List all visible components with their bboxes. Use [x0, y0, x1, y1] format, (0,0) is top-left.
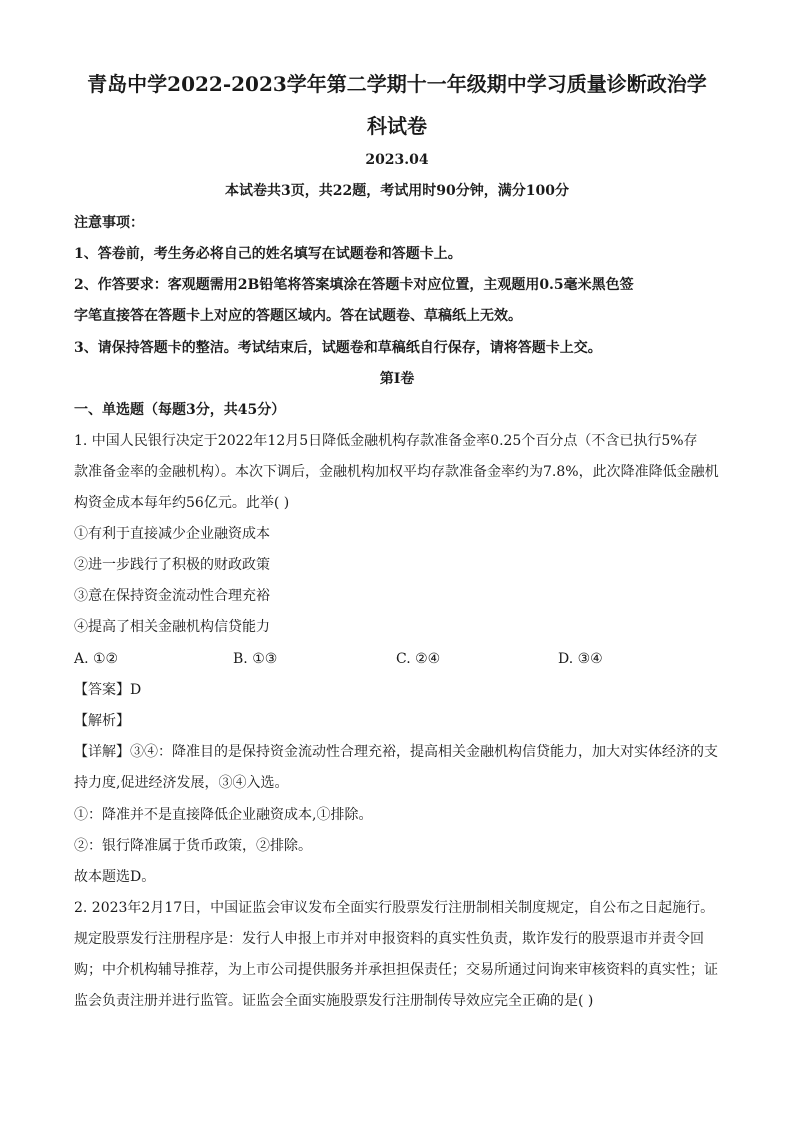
q1-detail-line2: 持力度,促进经济发展，③④入选。	[74, 775, 289, 791]
q1-statement-1: ①有利于直接减少企业融资成本	[74, 526, 270, 542]
q1-reason-2: ②：银行降准属于货币政策，②排除。	[74, 838, 312, 854]
q1-answer: 【答案】D	[74, 682, 142, 698]
section-heading: 一、单选题（每题3分，共45分）	[74, 402, 286, 418]
q2-stem-line4: 监会负责注册并进行监管。证监会全面实施股票发行注册制传导效应完全正确的是( )	[74, 993, 594, 1009]
exam-title-line2: 科试卷	[367, 114, 427, 138]
exam-date: 2023.04	[365, 152, 429, 168]
q1-statement-2: ②进一步践行了积极的财政政策	[74, 557, 270, 573]
q1-stem-line3: 构资金成本每年约56亿元。此举( )	[74, 495, 290, 511]
q2-stem-line3: 购；中介机构辅导推荐，为上市公司提供服务并承担担保责任；交易所通过问询来审核资料的真实性；证	[74, 962, 718, 978]
q1-option-c: C. ②④	[396, 651, 441, 667]
q2-stem-line1: 2. 2023年2月17日，中国证监会审议发布全面实行股票发行注册制相关制度规定，自公布之日起施行。	[74, 900, 715, 916]
q2-stem-line2: 规定股票发行注册程序是：发行人申报上市并对申报资料的真实性负责，欺诈发行的股票退市并责令回	[74, 931, 704, 947]
notice-item-2-line2: 字笔直接答在答题卡上对应的答题区域内。答在试题卷、草稿纸上无效。	[74, 308, 522, 324]
exam-info: 本试卷共3页，共22题，考试用时90分钟，满分100分	[225, 183, 569, 199]
q1-option-b: B. ①③	[233, 651, 278, 667]
q1-option-d: D. ③④	[558, 651, 603, 667]
exam-title-line1: 青岛中学2022-2023学年第二学期十一年级期中学习质量诊断政治学	[87, 72, 707, 96]
q1-statement-3: ③意在保持资金流动性合理充裕	[74, 588, 270, 604]
notice-item-3: 3、请保持答题卡的整洁。考试结束后，试题卷和草稿纸自行保存，请将答题卡上交。	[74, 340, 602, 356]
notice-item-2-line1: 2、作答要求：客观题需用2B铅笔将答案填涂在答题卡对应位置，主观题用0.5毫米黑色签	[74, 277, 634, 293]
notice-item-1: 1、答卷前，考生务必将自己的姓名填写在试题卷和答题卡上。	[74, 246, 462, 262]
q1-analysis-label: 【解析】	[74, 713, 130, 729]
q1-stem-line1: 1. 中国人民银行决定于2022年12月5日降低金融机构存款准备金率0.25个百分点（不含已执行5%存	[74, 433, 698, 449]
q1-option-a: A. ①②	[74, 651, 119, 667]
volume-heading: 第I卷	[379, 371, 415, 387]
q1-stem-line2: 款准备金率的金融机构）。本次下调后，金融机构加权平均存款准备金率约为7.8%，此次降准降低金融机	[74, 464, 719, 480]
q1-detail-line1: 【详解】③④：降准目的是保持资金流动性合理充裕，提高相关金融机构信贷能力，加大对实体经济的支	[74, 744, 718, 760]
q1-conclusion: 故本题选D。	[74, 869, 156, 885]
q1-reason-1: ①：降准并不是直接降低企业融资成本,①排除。	[74, 807, 373, 823]
notice-heading: 注意事项：	[74, 215, 144, 231]
q1-statement-4: ④提高了相关金融机构信贷能力	[74, 619, 270, 635]
